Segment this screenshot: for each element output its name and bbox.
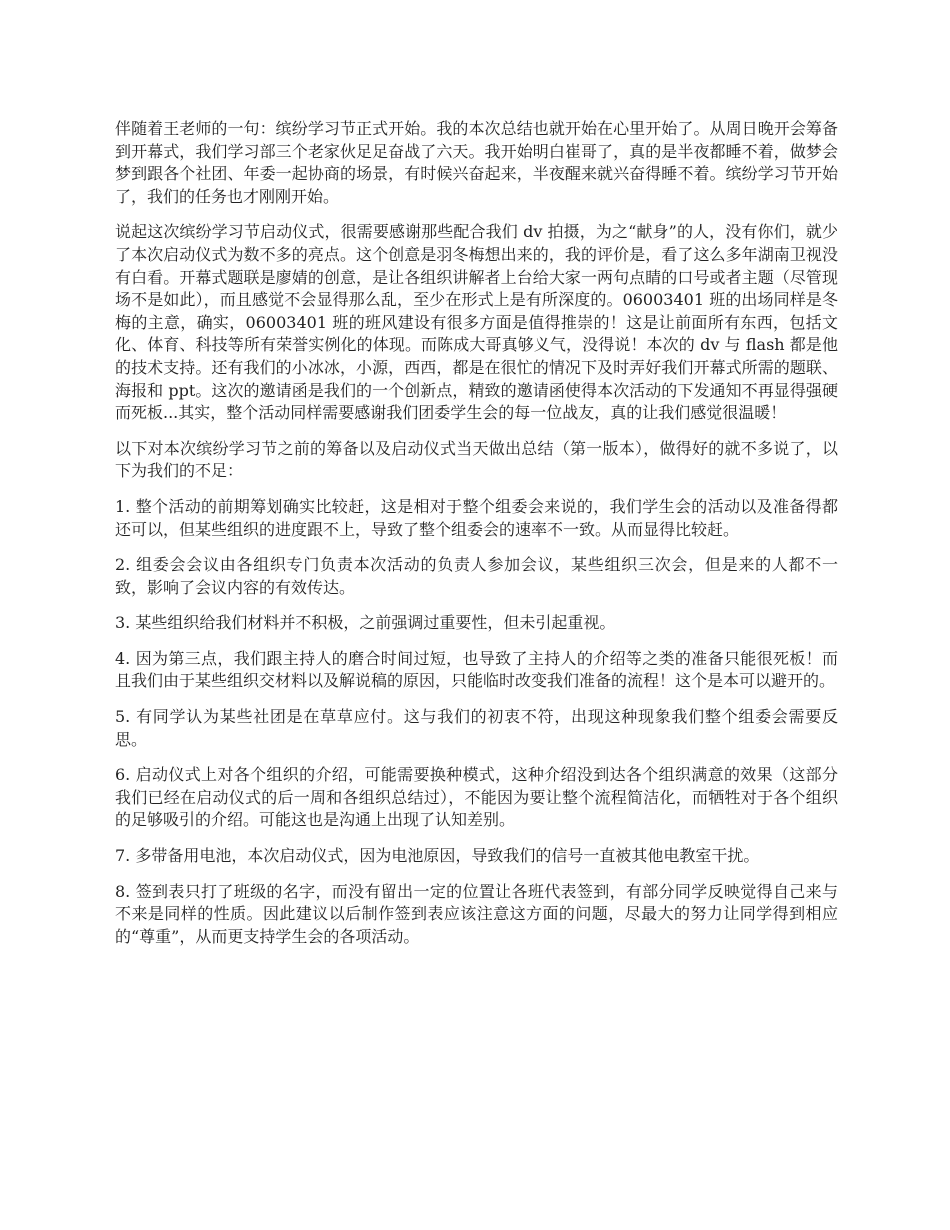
shortcoming-item-2: 2. 组委会会议由各组织专门负责本次活动的负责人参加会议，某些组织三次会，但是来的人都不一致，影响了会议内容的有效传达。 xyxy=(115,555,838,597)
shortcoming-item-7: 7. 多带备用电池，本次启动仪式，因为电池原因，导致我们的信号一直被其他电教室干扰。 xyxy=(115,846,760,866)
shortcoming-item-1: 1. 整个活动的前期筹划确实比较赶，这是相对于整个组委会来说的，我们学生会的活动以及准备得都还可以，但某些组织的进度跟不上，导致了整个组委会的速率不一致。从而显得比较赶。 xyxy=(115,496,838,539)
document-body xyxy=(115,118,838,961)
shortcoming-item-4: 4. 因为第三点，我们跟主持人的磨合时间过短，也导致了主持人的介绍等之类的准备只能很死板！而且我们由于某些组织交材料以及解说稿的原因，只能临时改变我们准备的流程！这个是本可以避开的。 xyxy=(115,648,838,691)
shortcoming-item-8: 8. 签到表只打了班级的名字，而没有留出一定的位置让各班代表签到，有部分同学反映觉得自己来与不来是同样的性质。因此建议以后制作签到表应该注意这方面的问题，尽最大的努力让同学得到相应的“尊重”，从而更支持学生会的各项活动。 xyxy=(115,881,838,946)
thanks-paragraph: 说起这次缤纷学习节启动仪式，很需要感谢那些配合我们 dv 拍摄，为之“献身”的人，没有你们，就少了本次启动仪式为数不多的亮点。这个创意是羽冬梅想出来的，我的评价是，看了这么多年湖南卫视没有白看。开幕式题联是廖婧的创意，是让各组织讲解者上台给大家一两句点睛的口号或者主题（尽管现场不是如此），而且感觉不会显得那么乱，至少在形式上是有所深度的。06003401 班的出场同样是冬梅的主意，确实，06003401 班的班风建设有很多方面是值得推崇的！这是让前面所有东西，包括文化、体育、科技等所有荣誉实例化的体现。而陈成大哥真够义气，没得说！本次的 dv 与 flash 都是他的技术支持。还有我们的小冰冰，小源，西西，都是在很忙的情况下及时弄好我们开幕式所需的题联、海报和 ppt。这次的邀请函是我们的一个创新点，精致的邀请函使得本次活动的下发通知不再显得强硬而死板...其实，整个活动同样需要感谢我们团委学生会的每一位战友，真的让我们感觉很温暖！ xyxy=(115,222,838,423)
shortcoming-item-6: 6. 启动仪式上对各个组织的介绍，可能需要换种模式，这种介绍没到达各个组织满意的效果（这部分我们已经在启动仪式的后一周和各组织总结过），不能因为要让整个流程简洁化，而牺牲对于各个组织的足够吸引的介绍。可能这也是沟通上出现了认知差别。 xyxy=(115,765,838,830)
intro-paragraph: 伴随着王老师的一句：缤纷学习节正式开始。我的本次总结也就开始在心里开始了。从周日晚开会筹备到开幕式，我们学习部三个老家伙足足奋战了六天。我开始明白崔哥了，真的是半夜都睡不着，做梦会梦到跟各个社团、年委一起协商的场景，有时候兴奋起来，半夜醒来就兴奋得睡不着。缤纷学习节开始了，我们的任务也才刚刚开始。 xyxy=(115,119,838,206)
summary-intro-paragraph: 以下对本次缤纷学习节之前的筹备以及启动仪式当天做出总结（第一版本），做得好的就不多说了，以下为我们的不足： xyxy=(115,438,838,481)
shortcoming-item-3: 3. 某些组织给我们材料并不积极，之前强调过重要性，但未引起重视。 xyxy=(115,613,616,633)
shortcoming-item-5: 5. 有同学认为某些社团是在草草应付。这与我们的初衷不符，出现这种现象我们整个组委会需要反思。 xyxy=(115,707,838,749)
